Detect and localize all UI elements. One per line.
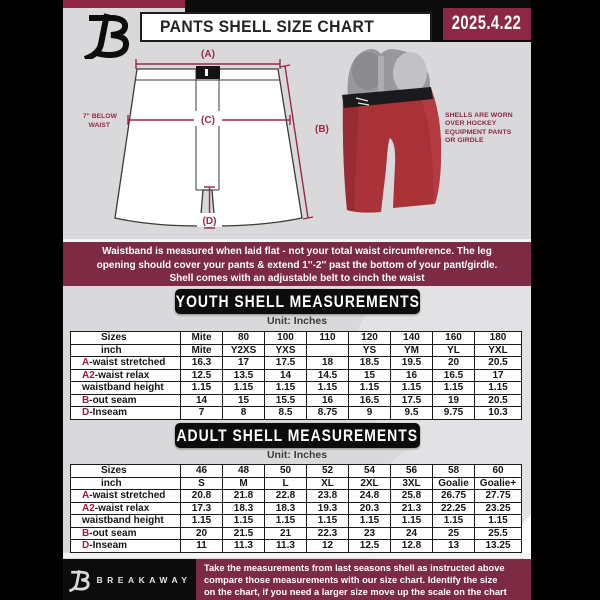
table-cell: inch xyxy=(71,477,181,490)
table-cell: 12 xyxy=(307,540,349,553)
measure-letter: A xyxy=(82,490,90,502)
table-cell: 1.15 xyxy=(223,515,265,528)
date-badge xyxy=(443,8,531,40)
table-cell: 21.5 xyxy=(223,527,265,540)
youth-measurements-table xyxy=(70,331,522,420)
table-cell: 13.5 xyxy=(223,369,265,382)
table-cell: Mite xyxy=(181,332,223,345)
measurement-label-d: (D) xyxy=(202,216,217,227)
table-cell: 3XL xyxy=(391,477,433,490)
measure-letter: A2 xyxy=(82,502,95,514)
table-cell: 7 xyxy=(181,407,223,420)
table-cell: 23.25 xyxy=(475,502,522,515)
table-cell: 1.15 xyxy=(391,382,433,395)
table-cell: B-out seam xyxy=(71,394,181,407)
table-cell: YM xyxy=(391,344,433,357)
table-cell: 52 xyxy=(307,465,349,478)
measure-letter: D xyxy=(82,407,90,419)
size-chart-document xyxy=(63,0,531,600)
text-line: EQUIPMENT PANTS xyxy=(445,128,512,136)
table-cell: waistband height xyxy=(71,382,181,395)
table-cell: 23 xyxy=(349,527,391,540)
table-cell: 25.8 xyxy=(391,490,433,503)
table-cell: S xyxy=(181,477,223,490)
table-cell: 19.5 xyxy=(391,357,433,370)
table-cell: 1.15 xyxy=(265,382,307,395)
table-cell: 24.8 xyxy=(349,490,391,503)
table-cell: 12.5 xyxy=(181,369,223,382)
table-cell: 110 xyxy=(307,332,349,345)
adult-section-banner xyxy=(175,423,420,448)
text-line: OVER HOCKEY xyxy=(445,120,497,128)
table-cell: 58 xyxy=(433,465,475,478)
table-row xyxy=(71,394,522,407)
table-cell: 22.8 xyxy=(265,490,307,503)
table-cell: 19.3 xyxy=(307,502,349,515)
measurement-label-a: (A) xyxy=(201,49,215,60)
table-cell: 22.25 xyxy=(433,502,475,515)
table-cell: 1.15 xyxy=(433,382,475,395)
measure-letter: A xyxy=(82,357,90,369)
youth-unit-label: Unit: Inches xyxy=(266,315,328,327)
table-cell: 16.5 xyxy=(433,369,475,382)
table-row xyxy=(71,344,522,357)
table-cell: 15.5 xyxy=(265,394,307,407)
table-cell: 20.5 xyxy=(475,357,522,370)
table-cell: 11.3 xyxy=(223,540,265,553)
text-line: on the chart, if you need a larger size move up the scale on the chart xyxy=(204,587,507,598)
table-cell: D-Inseam xyxy=(71,407,181,420)
table-cell: 18 xyxy=(307,357,349,370)
table-cell: 1.15 xyxy=(265,515,307,528)
table-cell: XL xyxy=(307,477,349,490)
brand-name: BREAKAWAY xyxy=(96,574,192,585)
table-cell: 21 xyxy=(265,527,307,540)
table-cell: Mite xyxy=(181,344,223,357)
table-row xyxy=(71,357,522,370)
text-line: OR GIRDLE xyxy=(445,136,484,144)
table-row xyxy=(71,515,522,528)
table-cell: 12.5 xyxy=(349,540,391,553)
table-cell: 1.15 xyxy=(181,382,223,395)
table-cell: 48 xyxy=(223,465,265,478)
breakaway-logo-icon xyxy=(68,567,90,593)
table-cell: 15 xyxy=(349,369,391,382)
measure-letter: B xyxy=(82,527,90,539)
table-cell: 20 xyxy=(181,527,223,540)
table-cell: 9.5 xyxy=(391,407,433,420)
table-cell: 16.5 xyxy=(349,394,391,407)
table-cell: 1.15 xyxy=(391,515,433,528)
waistband-info-banner xyxy=(63,242,531,286)
table-cell: 17 xyxy=(223,357,265,370)
table-cell: 18.5 xyxy=(349,357,391,370)
text-line: opening should cover your pants & extend 1''-2'' past the bottom of your pant/girdle. xyxy=(96,259,498,271)
waist-note-line1: 7" BELOW xyxy=(82,113,117,120)
table-cell: 46 xyxy=(181,465,223,478)
table-cell: A2-waist relax xyxy=(71,502,181,515)
table-cell: Sizes xyxy=(71,332,181,345)
table-cell: 25.5 xyxy=(475,527,522,540)
text-line: compare those measurements with our size chart. Identify the size xyxy=(204,575,498,586)
table-cell: A-waist stretched xyxy=(71,490,181,503)
table-cell: 1.15 xyxy=(349,515,391,528)
table-cell: 120 xyxy=(349,332,391,345)
table-row xyxy=(71,332,522,345)
table-row xyxy=(71,407,522,420)
table-cell: A2-waist relax xyxy=(71,369,181,382)
shorts-outline xyxy=(115,69,302,226)
date-text: 2025.4.22 xyxy=(452,13,522,34)
header-accent-strip xyxy=(63,0,185,8)
table-cell: 25 xyxy=(433,527,475,540)
table-row xyxy=(71,477,522,490)
shorts-measurement-diagram xyxy=(63,42,531,242)
table-cell: 18.3 xyxy=(265,502,307,515)
table-cell: 1.15 xyxy=(307,515,349,528)
separator xyxy=(63,553,531,558)
table-cell: 140 xyxy=(391,332,433,345)
table-cell: 15 xyxy=(223,394,265,407)
youth-section-title: YOUTH SHELL MEASUREMENTS xyxy=(175,291,420,311)
table-cell: 23.8 xyxy=(307,490,349,503)
table-row xyxy=(71,527,522,540)
table-row xyxy=(71,465,522,478)
table-cell: 16 xyxy=(391,369,433,382)
table-cell: 16.3 xyxy=(181,357,223,370)
table-cell: B-out seam xyxy=(71,527,181,540)
adult-measurements-table xyxy=(70,464,522,553)
measurement-label-c: (C) xyxy=(201,115,215,126)
table-cell: 22.3 xyxy=(307,527,349,540)
table-cell: 1.15 xyxy=(475,382,522,395)
table-cell: YXL xyxy=(475,344,522,357)
table-cell: 11.3 xyxy=(265,540,307,553)
table-cell: M xyxy=(223,477,265,490)
table-cell: 8 xyxy=(223,407,265,420)
table-cell: 20.3 xyxy=(349,502,391,515)
table-cell: 1.15 xyxy=(475,515,522,528)
measure-letter: B xyxy=(82,394,90,406)
table-cell: YL xyxy=(433,344,475,357)
table-cell: 1.15 xyxy=(223,382,265,395)
table-row xyxy=(71,502,522,515)
table-cell: 2XL xyxy=(349,477,391,490)
table-cell: 26.75 xyxy=(433,490,475,503)
table-cell: 19 xyxy=(433,394,475,407)
table-cell: 14 xyxy=(265,369,307,382)
table-cell: 20.8 xyxy=(181,490,223,503)
table-cell: 9 xyxy=(349,407,391,420)
text-line: Waistband is measured when laid flat - not your total waist circumference. The leg xyxy=(102,246,492,257)
measure-letter: A2 xyxy=(82,369,95,381)
table-cell: 9.75 xyxy=(433,407,475,420)
table-cell: 17.5 xyxy=(391,394,433,407)
table-cell: 17.3 xyxy=(181,502,223,515)
adult-section-title: ADULT SHELL MEASUREMENTS xyxy=(176,425,419,445)
table-cell: 1.15 xyxy=(181,515,223,528)
youth-section-banner xyxy=(175,289,420,314)
footer-instructions xyxy=(196,559,531,600)
table-cell: 17.5 xyxy=(265,357,307,370)
table-cell: Goalie+ xyxy=(475,477,522,490)
table-cell: 10.3 xyxy=(475,407,522,420)
table-cell: inch xyxy=(71,344,181,357)
table-row xyxy=(71,369,522,382)
waist-note-line2: WAIST xyxy=(88,122,110,129)
table-cell: 20 xyxy=(433,357,475,370)
table-cell: 12.8 xyxy=(391,540,433,553)
table-cell: 21.8 xyxy=(223,490,265,503)
table-cell: 21.3 xyxy=(391,502,433,515)
table-cell: 1.15 xyxy=(349,382,391,395)
table-cell: waistband height xyxy=(71,515,181,528)
table-cell: 8.75 xyxy=(307,407,349,420)
table-cell: 27.75 xyxy=(475,490,522,503)
page-title xyxy=(140,12,432,42)
table-cell: 60 xyxy=(475,465,522,478)
table-row xyxy=(71,540,522,553)
page-title-text: PANTS SHELL SIZE CHART xyxy=(160,17,375,36)
text-line: Shell comes with an adjustable belt to cinch the waist xyxy=(169,273,425,285)
table-cell: 16 xyxy=(307,394,349,407)
table-cell: L xyxy=(265,477,307,490)
table-cell: Sizes xyxy=(71,465,181,478)
table-cell: Goalie xyxy=(433,477,475,490)
table-cell: Y2XS xyxy=(223,344,265,357)
adult-unit-label: Unit: Inches xyxy=(266,449,328,461)
table-cell: 18.3 xyxy=(223,502,265,515)
table-cell: 54 xyxy=(349,465,391,478)
table-cell: A-waist stretched xyxy=(71,357,181,370)
table-cell: 13.25 xyxy=(475,540,522,553)
table-cell: 14.5 xyxy=(307,369,349,382)
shell-product-photo xyxy=(342,49,441,213)
table-cell: 13 xyxy=(433,540,475,553)
table-cell: 14 xyxy=(181,394,223,407)
table-row xyxy=(71,382,522,395)
table-cell: 1.15 xyxy=(433,515,475,528)
table-cell: 56 xyxy=(391,465,433,478)
table-cell: 24 xyxy=(391,527,433,540)
table-cell: D-Inseam xyxy=(71,540,181,553)
table-cell: YS xyxy=(349,344,391,357)
table-cell: 100 xyxy=(265,332,307,345)
shell-note xyxy=(445,112,515,145)
table-cell: 50 xyxy=(265,465,307,478)
table-cell: 17 xyxy=(475,369,522,382)
measure-letter: D xyxy=(82,540,90,552)
table-cell: 8.5 xyxy=(265,407,307,420)
table-cell: 20.5 xyxy=(475,394,522,407)
measurement-label-b: (B) xyxy=(315,124,329,135)
table-cell: YXS xyxy=(265,344,307,357)
table-cell: 80 xyxy=(223,332,265,345)
text-line: Take the measurements from last seasons shell as instructed above xyxy=(204,563,505,573)
table-cell xyxy=(307,344,349,357)
table-row xyxy=(71,490,522,503)
table-cell: 180 xyxy=(475,332,522,345)
table-cell: 1.15 xyxy=(307,382,349,395)
table-cell: 11 xyxy=(181,540,223,553)
footer-brand-box xyxy=(63,559,196,600)
table-cell: 160 xyxy=(433,332,475,345)
text-line: SHELLS ARE WORN xyxy=(445,112,513,119)
